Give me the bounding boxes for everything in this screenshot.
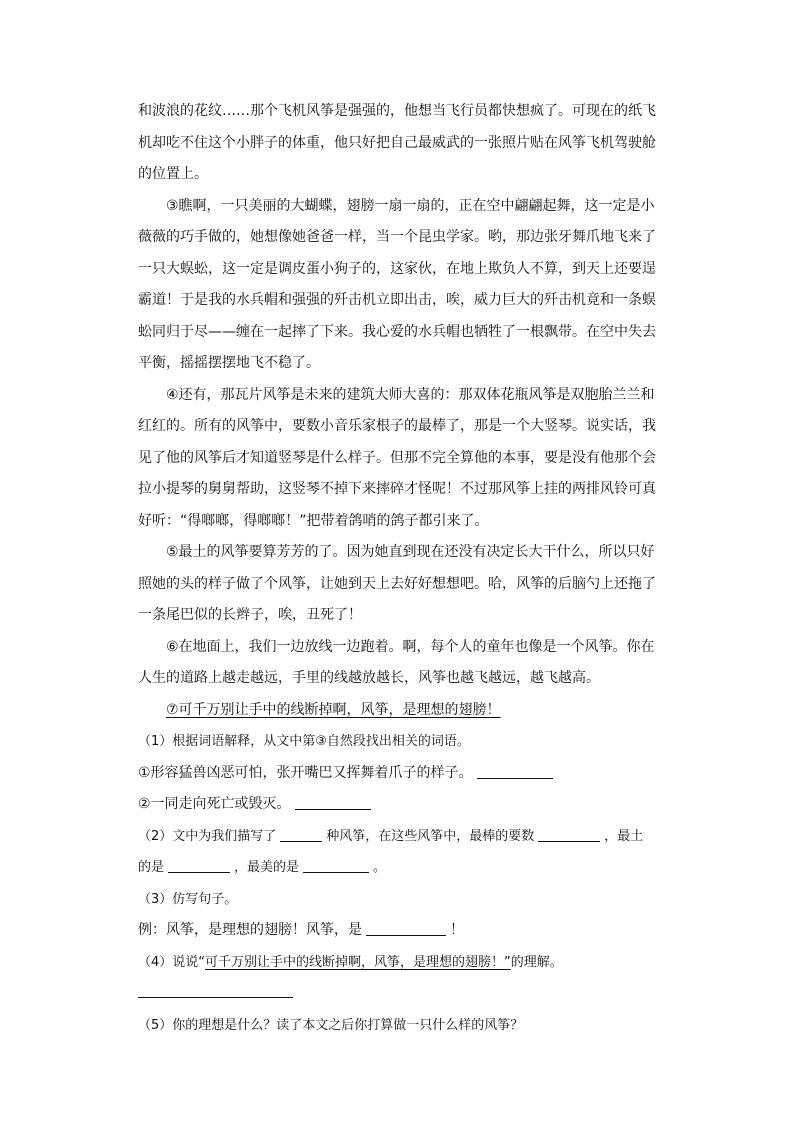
question-5: （5）你的理想是什么？读了本文之后你打算做一只什么样的风筝？ bbox=[138, 1018, 524, 1033]
question-1a bbox=[138, 758, 658, 790]
question-1-text: （1）根据词语解释，从文中第③自然段找出相关的词语。 bbox=[138, 734, 470, 749]
question-4 bbox=[138, 947, 658, 979]
question-2-text-e: ，最美的是 bbox=[234, 860, 300, 875]
question-3-example-text: 例：风筝，是理想的翅膀！风筝，是 bbox=[138, 922, 362, 938]
question-2-text-b: 种风筝，在这些风筝中，最棒的要数 bbox=[326, 828, 535, 844]
answer-blank-2-prettiest[interactable] bbox=[303, 858, 369, 873]
answer-blank-3[interactable] bbox=[366, 921, 446, 936]
question-4-text-b: 的理解。 bbox=[510, 954, 563, 970]
question-2-text-c: ，最土 bbox=[604, 828, 644, 844]
passage-paragraph-7 bbox=[138, 695, 658, 727]
answer-blank-2-count[interactable] bbox=[280, 827, 322, 842]
question-1a-text: ①形容猛兽凶恶可怕，张开嘴巴又挥舞着爪子的样子。 bbox=[138, 764, 473, 781]
document-content bbox=[138, 96, 658, 1042]
answer-blank-1a[interactable] bbox=[477, 764, 553, 779]
answer-blank-2-best[interactable] bbox=[538, 827, 600, 842]
question-1b-text: ②一同走向死亡或毁灭。 bbox=[138, 796, 291, 812]
question-3-example-end: ！ bbox=[450, 922, 464, 938]
passage-paragraph-6: ⑥在地面上，我们一边放线一边跑着。啊，每个人的童年也像是一个风筝。你在人生的道路上越走越远，手里的线越放越长，风筝也越飞越远，越飞越高。 bbox=[138, 638, 655, 686]
passage-paragraph-continuation: 和波浪的花纹……那个飞机风筝是强强的，他想当飞行员都快想疯了。可现在的纸飞机却吃不住这个小胖子的体重，他只好把自己最威武的一张照片贴在风筝飞机驾驶舱的位置上。 bbox=[138, 103, 656, 182]
question-1b bbox=[138, 789, 658, 821]
answer-blank-2-plainest[interactable] bbox=[168, 858, 230, 873]
question-2-text-f: 。 bbox=[373, 860, 387, 875]
question-2 bbox=[138, 821, 658, 884]
question-3: （3）仿写句子。 bbox=[138, 891, 238, 907]
passage-paragraph-5: ⑤最土的风筝要算芳芳的了。因为她直到现在还没有决定长大干什么，所以只好照她的头的样子做了个风筝，让她到天上去好好想想吧。哈，风筝的后脑勺上还拖了一条尾巴似的长辫子，唉，丑死了！ bbox=[138, 544, 656, 623]
question-2-text-d: 的是 bbox=[138, 860, 165, 875]
answer-blank-1b[interactable] bbox=[295, 795, 371, 810]
question-4-text-a: （4）说说“ bbox=[138, 954, 206, 970]
question-4-quote: 可千万别让手中的线断掉啊，风筝，是理想的翅膀！” bbox=[205, 954, 511, 970]
passage-paragraph-3: ③瞧啊，一只美丽的大蝴蝶，翅膀一扇一扇的，正在空中翩翩起舞，这一定是小薇薇的巧手做的，她想像她爸爸一样，当一个昆虫学家。哟，那边张牙舞爪地飞来了一只大蜈蚣，这一定是调皮蛋小狗子的，这家伙，在地上欺负人不算，到天上还要逞霸道！于是我的水兵帽和强强的歼击机立即出击，唉，威力巨大的歼击机竟和一条蜈蚣同归于尽——缠在一起摔了下来。我心爱的水兵帽也牺牲了一根飘带。在空中失去平衡，摇摇摆摆地飞不稳了。 bbox=[138, 197, 656, 371]
question-2-text-a: （2）文中为我们描写了 bbox=[138, 828, 277, 844]
underlined-sentence: ⑦可千万别让手中的线断掉啊，风筝，是理想的翅膀！ bbox=[166, 701, 501, 718]
answer-line-4[interactable] bbox=[138, 997, 293, 998]
question-1 bbox=[138, 726, 658, 758]
question-3-example bbox=[138, 915, 658, 947]
passage-paragraph-4: ④还有，那瓦片风筝是未来的建筑大师大喜的：那双体花瓶风筝是双胞胎兰兰和红红的。所有的风筝中，要数小音乐家根子的最棒了，那是一个大竖琴。说实话，我见了他的风筝后才知道竖琴是什么样子。但那不完全算他的本事，要是没有他那个会拉小提琴的舅舅帮助，这竖琴不掉下来摔碎才怪呢！不过那风筝上挂的两排风铃可真好听：“得啷啷，得啷啷！”把带着鸽哨的鸽子都引来了。 bbox=[138, 386, 656, 529]
